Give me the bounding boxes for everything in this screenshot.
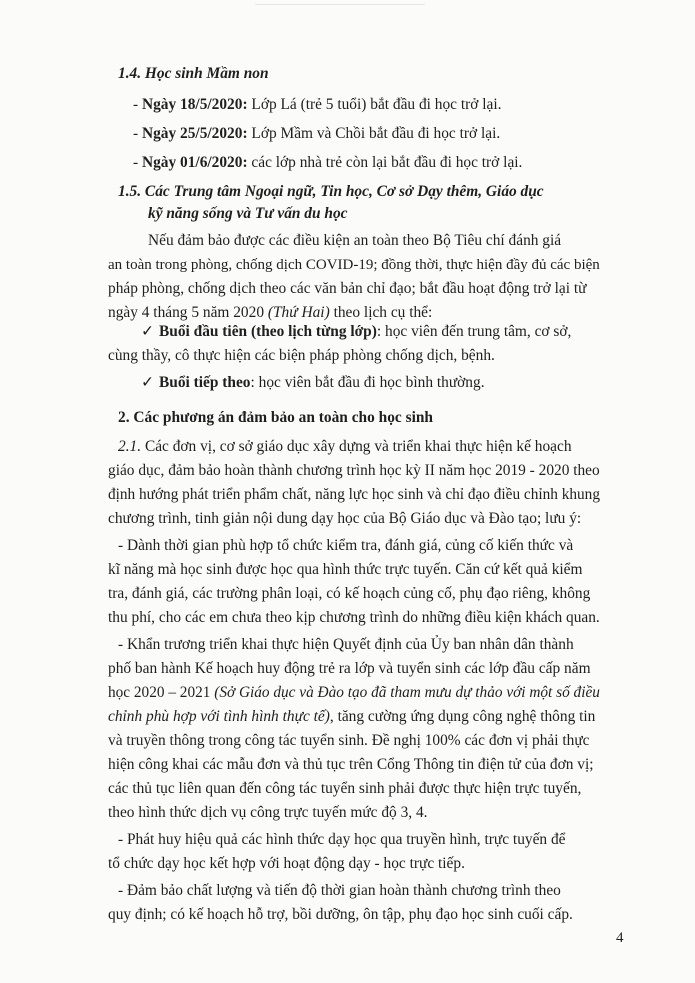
checklist-item: ✓ Buổi đầu tiên (theo lịch từng lớp): học viên đến trung tâm, cơ sở, (141, 323, 572, 340)
paragraph-line: - Khẩn trương triển khai thực hiện Quyết định của Ủy ban nhân dân thành (118, 636, 574, 653)
paragraph-line: 2.1. Các đơn vị, cơ sở giáo dục xây dựng và triển khai thực hiện kế hoạch (118, 438, 572, 455)
paragraph-line: an toàn trong phòng, chống dịch COVID-19; đồng thời, thực hiện đầy đủ các biện (108, 257, 600, 273)
paragraph-line: giáo dục, đảm bảo hoàn thành chương trình học kỳ II năm học 2019 - 2020 theo (108, 462, 600, 479)
paragraph-line: Nếu đảm bảo được các điều kiện an toàn theo Bộ Tiêu chí đánh giá (148, 232, 562, 249)
list-item-text: Lớp Mầm và Chồi bắt đầu đi học trở lại. (247, 125, 501, 142)
page-number: 4 (616, 930, 624, 946)
section-heading-1-4: 1.4. Học sinh Mầm non (118, 65, 269, 82)
paragraph-line: thu phí, cho các em chưa theo kịp chương trình do những điều kiện khách quan. (108, 609, 600, 626)
paragraph-line: tổ chức dạy học kết hợp với hoạt động dạy - học trực tiếp. (108, 855, 465, 872)
paragraph-line: ngày 4 tháng 5 năm 2020 (Thứ Hai) theo lịch cụ thể: (108, 304, 433, 321)
paragraph-line: và truyền thông trong công tác tuyển sinh. Đề nghị 100% các đơn vị phải thực (108, 732, 590, 749)
checklist-item: ✓ Buổi tiếp theo: học viên bắt đầu đi học bình thường. (141, 374, 485, 391)
check-icon: ✓ (141, 323, 154, 340)
paragraph-line: pháp phòng, chống dịch theo các văn bản chỉ đạo; bắt đầu hoạt động trở lại từ (108, 280, 587, 297)
paragraph-line: học 2020 – 2021 (Sở Giáo dục và Đào tạo đã tham mưu dự thảo với một số điều (108, 684, 600, 701)
paragraph-line: các thủ tục liên quan đến công tác tuyển sinh phải được thực hiện trực tuyến, (108, 780, 582, 797)
section-heading-2: 2. Các phương án đảm bảo an toàn cho học sinh (118, 409, 433, 426)
paragraph-line: cùng thầy, cô thực hiện các biện pháp phòng chống dịch, bệnh. (108, 347, 495, 364)
list-item-text: các lớp nhà trẻ còn lại bắt đầu đi học trở lại. (247, 154, 523, 171)
paragraph-line: - Dành thời gian phù hợp tổ chức kiểm tra, đánh giá, củng cố kiến thức và (118, 537, 574, 554)
paragraph-line: phố ban hành Kế hoạch huy động trẻ ra lớp và tuyển sinh các lớp đầu cấp năm (108, 660, 591, 677)
paragraph-line: - Đảm bảo chất lượng và tiến độ thời gian hoàn thành chương trình theo (118, 882, 561, 899)
list-item-date: Ngày 25/5/2020: (141, 125, 248, 142)
list-item: - Ngày 01/6/2020: các lớp nhà trẻ còn lại bắt đầu đi học trở lại. (133, 154, 523, 171)
list-item: - Ngày 18/5/2020: Lớp Lá (trẻ 5 tuổi) bắt đầu đi học trở lại. (133, 96, 502, 113)
paragraph-line: hiện công khai các mẫu đơn và thủ tục trên Cổng Thông tin điện tử của đơn vị; (108, 756, 594, 773)
section-heading-1-5: 1.5. Các Trung tâm Ngoại ngữ, Tin học, Cơ sở Dạy thêm, Giáo dục (118, 183, 544, 200)
list-item-date: Ngày 18/5/2020: (141, 96, 248, 113)
section-heading-1-5-cont: kỹ năng sống và Tư vấn du học (148, 205, 348, 222)
list-item-text: Lớp Lá (trẻ 5 tuổi) bắt đầu đi học trở lại. (247, 96, 502, 113)
paragraph-line: tra, đánh giá, các trường phân loại, có kế hoạch củng cố, phụ đạo riêng, không (108, 585, 591, 602)
paragraph-line: kĩ năng mà học sinh được học qua hình thức trực tuyến. Căn cứ kết quả kiểm (108, 561, 583, 578)
check-icon: ✓ (141, 374, 154, 391)
paragraph-line: - Phát huy hiệu quả các hình thức dạy học qua truyền hình, trực tuyến để (118, 831, 566, 848)
list-item: - Ngày 25/5/2020: Lớp Mầm và Chồi bắt đầu đi học trở lại. (133, 125, 501, 142)
paragraph-line: định hướng phát triển phẩm chất, năng lực học sinh và chỉ đạo điều chỉnh khung (108, 486, 600, 503)
scan-artifact-line (255, 4, 425, 5)
list-item-date: Ngày 01/6/2020: (141, 154, 248, 171)
paragraph-line: theo hình thức dịch vụ công trực tuyến mức độ 3, 4. (108, 804, 428, 821)
paragraph-line: chỉnh phù hợp với tình hình thực tế), tăng cường ứng dụng công nghệ thông tin (108, 708, 596, 725)
paragraph-line: quy định; có kế hoạch hỗ trợ, bồi dưỡng, ôn tập, phụ đạo học sinh cuối cấp. (108, 906, 573, 923)
paragraph-line: chương trình, tinh giản nội dung dạy học của Bộ Giáo dục và Đào tạo; lưu ý: (108, 510, 582, 527)
